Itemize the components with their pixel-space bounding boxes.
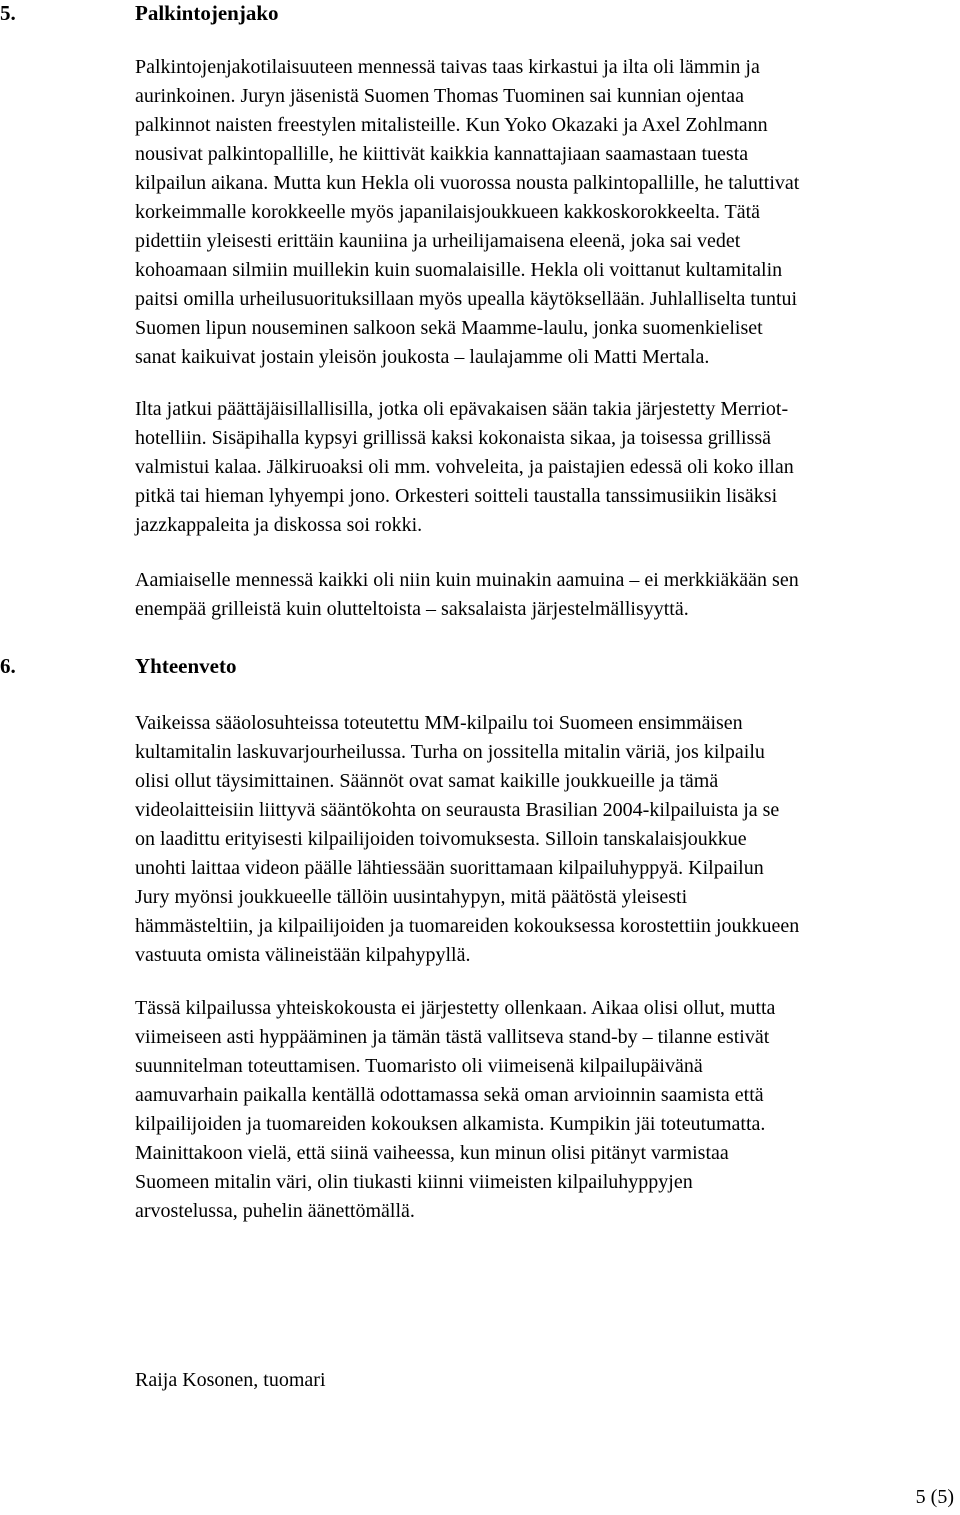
section-heading-6 <box>0 653 236 679</box>
text-line: Ilta jatkui päättäjäisillallisilla, jotka oli epävakaisen sään takia järjestetty Merriot- <box>135 398 789 420</box>
text-line: pitkä tai hieman lyhyempi jono. Orkesteri soitteli taustalla tanssimusiikin lisäksi <box>135 485 778 507</box>
text-line: olisi ollut täysimittainen. Säännöt ovat samat kaikille joukkueille ja tämä <box>135 770 719 792</box>
section-number: 6. <box>0 654 16 678</box>
section-heading-5 <box>0 0 279 26</box>
paragraph-closing-dinner <box>135 395 957 540</box>
page-number: 5 (5) <box>915 1486 954 1508</box>
text-line: Jury myönsi joukkueelle tällöin uusintahypyn, mitä päätöstä yleisesti <box>135 886 688 908</box>
text-line: palkinnot naisten freestylen mitalisteille. Kun Yoko Okazaki ja Axel Zohlmann <box>135 114 768 136</box>
text-line: pidettiin yleisesti erittäin kauniina ja urheilijamaisena eleenä, joka sai vedet <box>135 230 741 252</box>
paragraph-breakfast <box>135 566 957 624</box>
paragraph-joint-meeting <box>135 994 957 1226</box>
signature-line: Raija Kosonen, tuomari <box>135 1369 326 1391</box>
text-line: kilpailun aikana. Mutta kun Hekla oli vuorossa nousta palkintopallille, he taluttivat <box>135 172 800 194</box>
text-line: suunnitelman toteuttamisen. Tuomaristo oli viimeisenä kilpailupäivänä <box>135 1055 703 1077</box>
text-line: vastuuta omista välineistään kilpahypyllä. <box>135 944 471 966</box>
text-line: Aamiaiselle mennessä kaikki oli niin kuin muinakin aamuina – ei merkkiäkään sen <box>135 569 799 591</box>
text-line: on laadittu erityisesti kilpailijoiden toivomuksesta. Silloin tanskalaisjoukkue <box>135 828 747 850</box>
text-line: nousivat palkintopallille, he kiittivät kaikkia kannattajiaan saamastaan tuesta <box>135 143 749 165</box>
text-line: Mainittakoon vielä, että siinä vaiheessa, kun minun olisi pitänyt varmistaa <box>135 1142 729 1164</box>
text-line: Palkintojenjakotilaisuuteen mennessä taivas taas kirkastui ja ilta oli lämmin ja <box>135 56 760 78</box>
section-title: Yhteenveto <box>135 654 237 678</box>
text-line: hotelliin. Sisäpihalla kypsyi grillissä kaksi kokonaista sikaa, ja toisessa grillissä <box>135 427 772 449</box>
text-line: videolaitteisiin liittyvä sääntökohta on seuraustа Brasilian 2004-kilpailuista ja se <box>135 799 780 821</box>
text-line: unohti laittaa videon päälle lähtiessään suorittamaan kilpailuhyppyä. Kilpailun <box>135 857 764 879</box>
text-line: aurinkoinen. Juryn jäsenistä Suomen Thomas Tuominen sai kunnian ojentaa <box>135 85 745 107</box>
text-line: Suomeen mitalin väri, olin tiukasti kiinni viimeisten kilpailuhyppyjen <box>135 1171 693 1193</box>
text-line: kultamitalin laskuvarjourheilussa. Turha on jossitella mitalin väriä, jos kilpailu <box>135 741 765 763</box>
paragraph-awards-ceremony <box>135 53 957 372</box>
text-line: sanat kaikuivat jostain yleisön joukosta – laulajamme oli Matti Mertala. <box>135 346 710 368</box>
text-line: kohoamaan silmiin muillekin kuin suomalaisille. Hekla oli voittanut kultamitalin <box>135 259 783 281</box>
text-line: kilpailijoiden ja tuomareiden kokouksen alkamista. Kumpikin jäi toteutumatta. <box>135 1113 766 1135</box>
text-line: valmistui kalaa. Jälkiruoaksi oli mm. vohveleita, ja paistajien edessä oli koko illan <box>135 456 794 478</box>
section-number: 5. <box>0 1 16 25</box>
text-line: Tässä kilpailussa yhteiskokousta ei järjestetty ollenkaan. Aikaa olisi ollut, mutta <box>135 997 776 1019</box>
text-line: hämmästeltiin, ja kilpailijoiden ja tuomareiden kokouksessa korostettiin joukkueen <box>135 915 800 937</box>
text-line: Suomen lipun nouseminen salkoon sekä Maamme-laulu, jonka suomenkieliset <box>135 317 763 339</box>
text-line: aamuvarhain paikalla kentällä odottamassa sekä oman arvioinnin saamista että <box>135 1084 764 1106</box>
text-line: enempää grilleistä kuin olutteltoista – saksalaista järjestelmällisyyttä. <box>135 598 689 620</box>
text-line: Vaikeissa sääolosuhteissa toteutettu MM-kilpailu toi Suomeen ensimmäisen <box>135 712 743 734</box>
text-line: arvostelussa, puhelin äänettömällä. <box>135 1200 415 1222</box>
text-line: viimeiseen asti hyppääminen ja tämän tästä vallitseva stand-by – tilanne estivät <box>135 1026 770 1048</box>
text-line: korkeimmalle korokkeelle myös japanilaisjoukkueen kakkoskorokkeelta. Tätä <box>135 201 760 223</box>
text-line: jazzkappaleita ja diskossa soi rokki. <box>135 514 423 536</box>
paragraph-summary <box>135 709 957 970</box>
section-title: Palkintojenjako <box>135 1 279 25</box>
text-line: paitsi omilla urheilusuorituksillaan myös upealla käytöksellään. Juhlalliselta tuntui <box>135 288 798 310</box>
